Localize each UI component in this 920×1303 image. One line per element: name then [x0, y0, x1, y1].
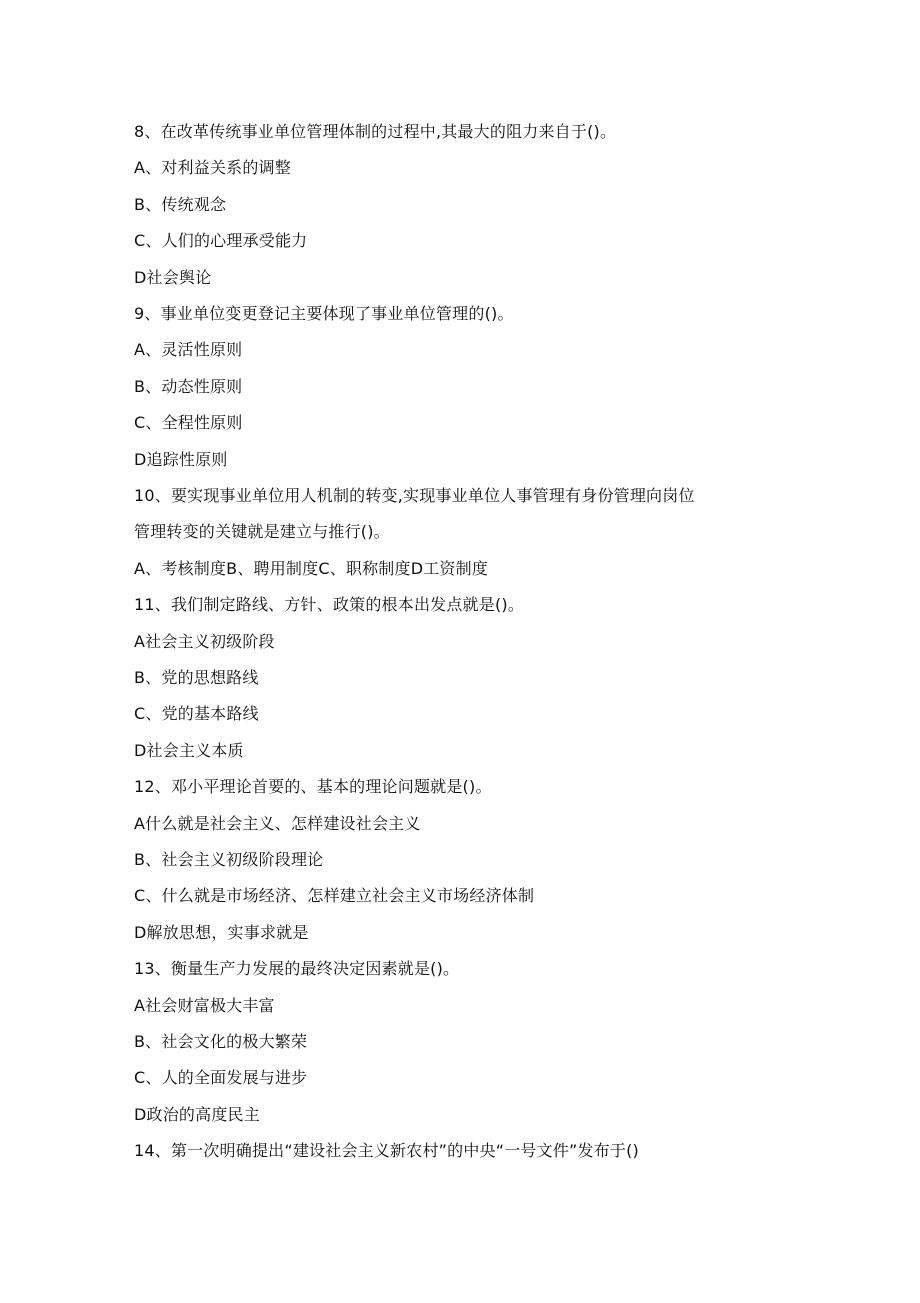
- q12-option-a: A什么就是社会主义、怎样建设社会主义: [134, 814, 421, 833]
- q12-option-b: B、社会主义初级阶段理论: [134, 850, 324, 869]
- q8-option-a: A、对利益关系的调整: [134, 158, 291, 177]
- question-10-line-2: 管理转变的关键就是建立与推行()。: [134, 522, 390, 541]
- question-14: 14、第一次明确提出“建设社会主义新农村”的中央“一号文件”发布于(): [134, 1141, 640, 1160]
- q9-option-a: A、灵活性原则: [134, 340, 243, 359]
- question-12: 12、邓小平理论首要的、基本的理论问题就是()。: [134, 777, 492, 796]
- question-8: 8、在改革传统事业单位管理体制的过程中,其最大的阻力来自于()。: [134, 122, 617, 141]
- question-11: 11、我们制定路线、方针、政策的根本出发点就是()。: [134, 595, 525, 614]
- question-10-line-1: 10、要实现事业单位用人机制的转变,实现事业单位人事管理有身份管理向岗位: [134, 486, 695, 505]
- q10-options: A、考核制度B、聘用制度C、职称制度D工资制度: [134, 559, 489, 578]
- q9-option-d: D追踪性原则: [134, 450, 228, 469]
- q9-option-b: B、动态性原则: [134, 377, 243, 396]
- q8-option-b: B、传统观念: [134, 195, 227, 214]
- q8-option-d: D社会舆论: [134, 268, 212, 287]
- q13-option-b: B、社会文化的极大繁荣: [134, 1032, 308, 1051]
- q11-option-b: B、党的思想路线: [134, 668, 259, 687]
- q8-option-c: C、人们的心理承受能力: [134, 231, 308, 250]
- question-13: 13、衡量生产力发展的最终决定因素就是()。: [134, 959, 460, 978]
- q13-option-c: C、人的全面发展与进步: [134, 1068, 308, 1087]
- q11-option-c: C、党的基本路线: [134, 704, 259, 723]
- q11-option-d: D社会主义本质: [134, 741, 244, 760]
- question-9: 9、事业单位变更登记主要体现了事业单位管理的()。: [134, 304, 514, 323]
- q11-option-a: A社会主义初级阶段: [134, 632, 275, 651]
- q12-option-d: D解放思想，实事求就是: [134, 923, 309, 942]
- q13-option-d: D政治的高度民主: [134, 1105, 260, 1124]
- q12-option-c: C、什么就是市场经济、怎样建立社会主义市场经济体制: [134, 886, 535, 905]
- q9-option-c: C、全程性原则: [134, 413, 243, 432]
- q13-option-a: A社会财富极大丰富: [134, 996, 275, 1015]
